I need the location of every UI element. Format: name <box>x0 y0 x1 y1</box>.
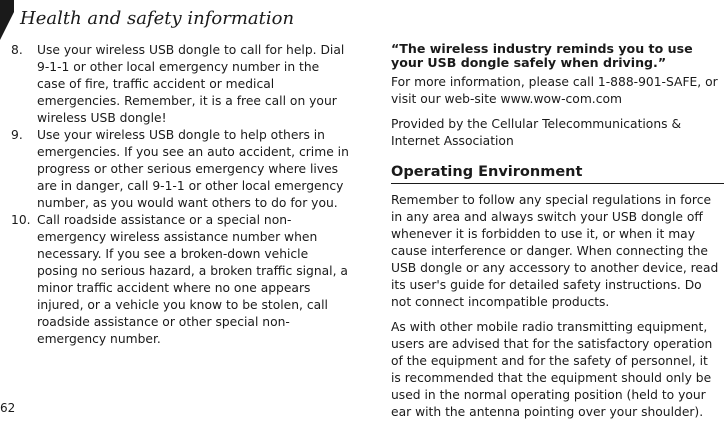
list-item <box>11 127 351 212</box>
section-body <box>391 192 721 421</box>
page-number: 62 <box>0 401 16 415</box>
page-header-title: Health and safety information <box>20 8 295 29</box>
quote-heading: “The wireless industry reminds you to use your USB dongle safely when driving.” <box>391 41 693 70</box>
list-item-number: 9. <box>11 128 23 142</box>
list-item-number: 10. <box>11 213 31 227</box>
numbered-list <box>11 42 351 348</box>
section-heading-operating-environment: Operating Environment <box>391 164 724 184</box>
left-column <box>11 42 351 348</box>
section-paragraph: Remember to follow any special regulations in force in any area and always switch your USB dongle off whenever it is forbidden to use it, or when it may cause interference or danger. When connecting the USB dongle or any accessory to another device, read its user's guide for detailed safety instructions. Do not connect incompatible products. <box>391 193 719 309</box>
info-paragraph: For more information, please call 1-888-901-SAFE, or visit our web-site www.wow-com.com <box>391 75 718 106</box>
provided-by-paragraph: Provided by the Cellular Telecommunications & Internet Association <box>391 117 682 148</box>
header-accent-bar <box>0 0 14 40</box>
list-item <box>11 42 351 127</box>
list-item-text: Call roadside assistance or a special non-emergency wireless assistance number when necessary. If you see a broken-down vehicle posing no serious hazard, a broken traffic signal, a minor traffic accident where no one appears injured, or a vehicle you know to be stolen, call roadside assistance or other special non-emergency number. <box>37 213 348 346</box>
list-item-number: 8. <box>11 43 23 57</box>
list-item-text: Use your wireless USB dongle to help others in emergencies. If you see an auto accident, crime in progress or other serious emergency where lives are in danger, call 9-1-1 or other local emergency number, as you would want others to do for you. <box>37 128 349 210</box>
list-item-text: Use your wireless USB dongle to call for help. Dial 9-1-1 or other local emergency number in the case of fire, traffic accident or medical emergencies. Remember, it is a free call on your wireless USB dongle! <box>37 43 345 125</box>
section-paragraph: As with other mobile radio transmitting equipment, users are advised that for the satisfactory operation of the equipment and for the safety of personnel, it is recommended that the equipment should only be used in the normal operating position (held to your ear with the antenna pointing over your shoulder). <box>391 320 713 419</box>
right-column <box>391 42 721 429</box>
list-item <box>11 212 351 348</box>
